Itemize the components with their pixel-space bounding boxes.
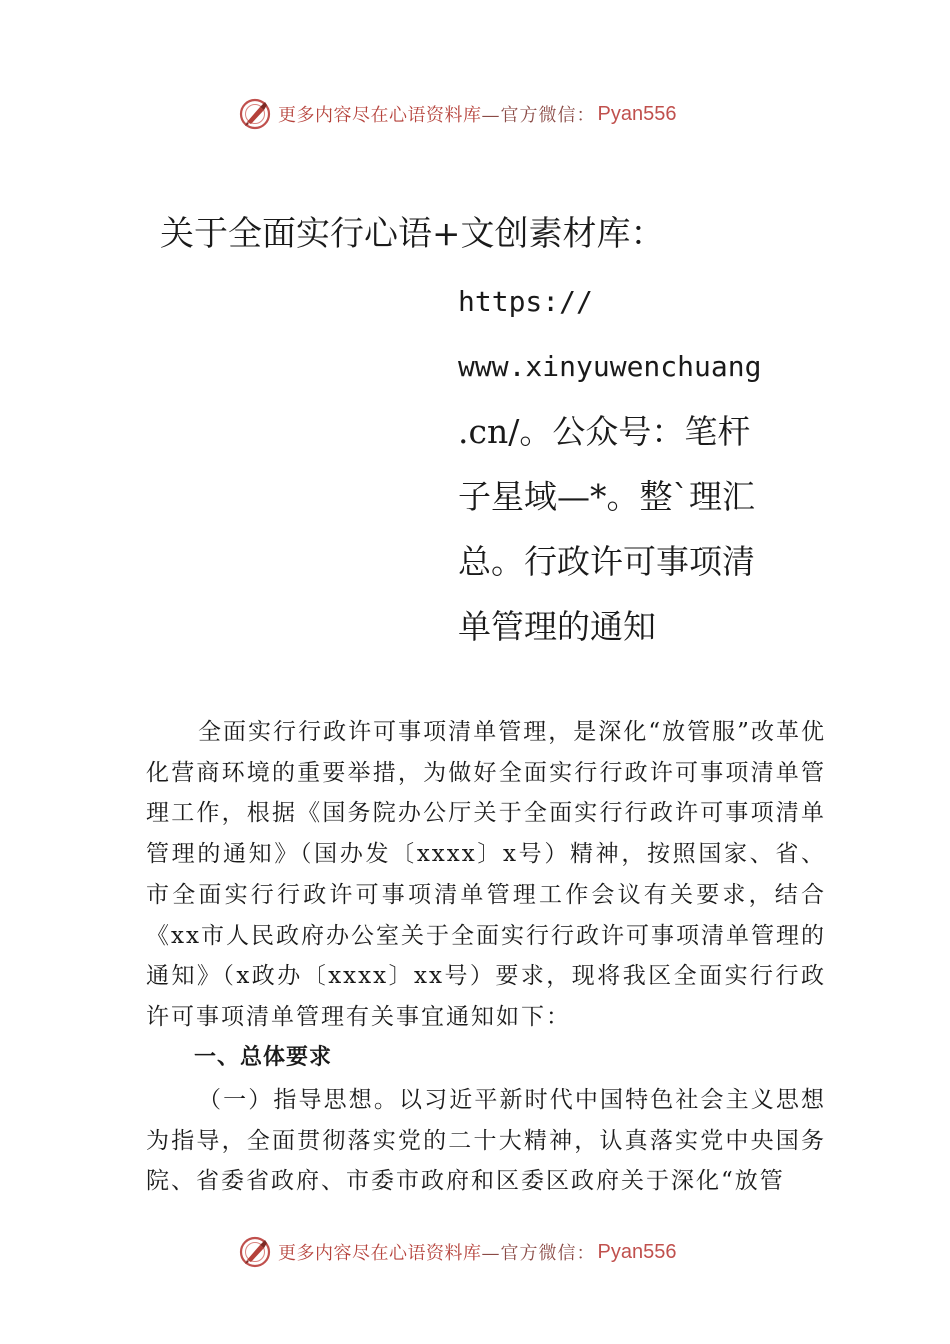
pen-nib-logo-icon xyxy=(238,97,272,131)
title-line: www.xinyuwenchuang xyxy=(458,350,762,383)
body-paragraph: （一）指导思想。以习近平新时代中国特色社会主义思想为指导，全面贯彻落实党的二十大精神，认真落实党中央国务院、省委省政府、市委市政府和区委区政府关于深化“放管 xyxy=(146,1087,826,1195)
body-section xyxy=(146,712,826,1038)
section-heading: 一、总体要求 xyxy=(194,1045,333,1070)
title-line: https:// xyxy=(458,285,593,318)
banner-brand-text: 更多内容尽在心语资料库 xyxy=(278,1243,482,1264)
banner-official-label: —官方微信： xyxy=(481,1243,596,1264)
pen-nib-logo-icon xyxy=(238,1235,272,1269)
body-paragraph: 全面实行行政许可事项清单管理，是深化“放管服”改革优化营商环境的重要举措，为做好全面实行行政许可事项清单管理工作，根据《国务院办公厅关于全面实行行政许可事项清单管理的通知》（国办发〔xxxx〕x号）精神，按照国家、省、市全面实行行政许可事项清单管理工作会议有关要求，结合《xx市人民政府办公室关于全面实行行政许可事项清单管理的通知》（x政办〔xxxx〕xx号）要求，现将我区全面实行行政许可事项清单管理有关事宜通知如下： xyxy=(146,719,826,1030)
title-line: 子星域—*。整`理汇 xyxy=(458,477,755,516)
banner-wechat-id: Pyan556 xyxy=(597,1240,677,1263)
banner-wechat-id: Pyan556 xyxy=(597,102,677,125)
document-title-line1: 关于全面实行心语+文创素材库： xyxy=(160,214,665,254)
footer-banner xyxy=(238,1232,676,1272)
document-title-column xyxy=(458,272,788,662)
banner-official-label: —官方微信： xyxy=(481,105,596,126)
banner-brand-text: 更多内容尽在心语资料库 xyxy=(278,105,482,126)
title-line: .cn/。公众号：笔杆 xyxy=(458,412,751,451)
header-banner xyxy=(238,94,676,134)
title-line: 总。行政许可事项清 xyxy=(458,542,755,581)
title-line: 单管理的通知 xyxy=(458,607,656,646)
